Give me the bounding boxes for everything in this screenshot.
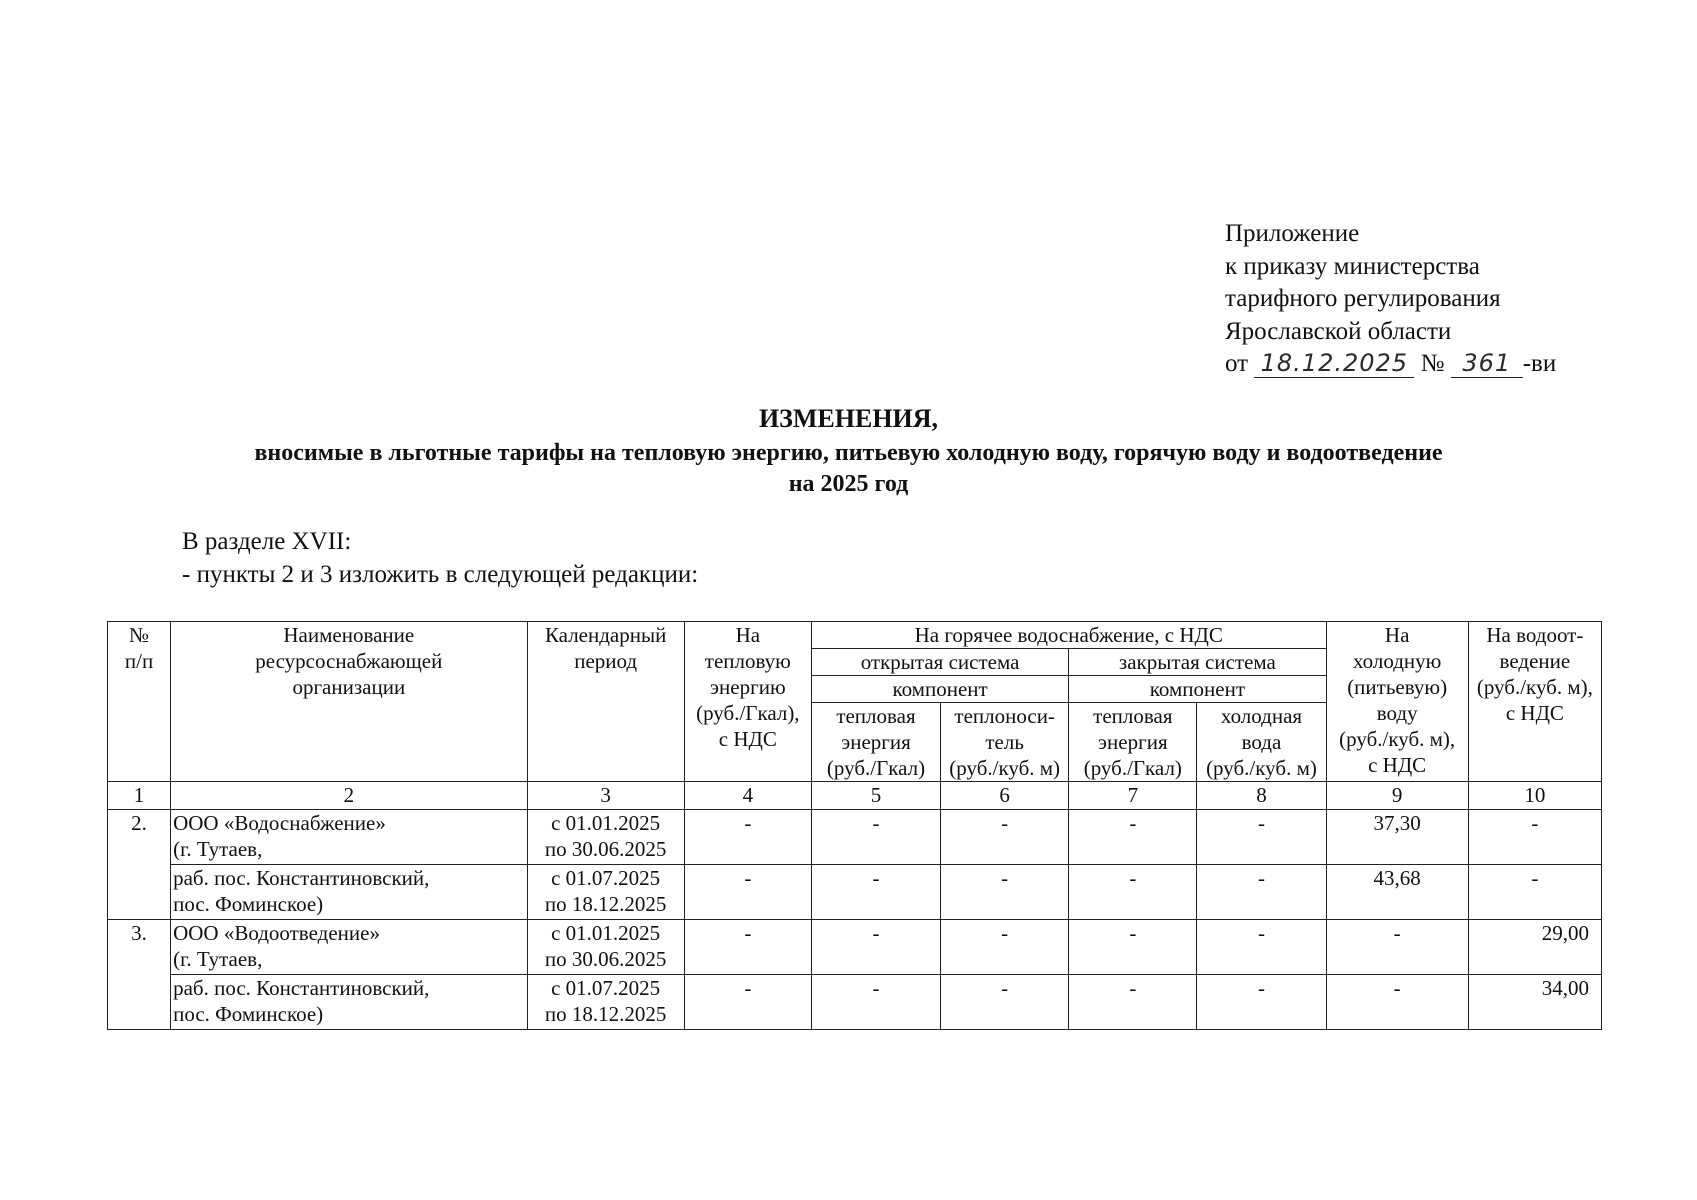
period-cell: с 01.01.2025 по 30.06.2025 bbox=[527, 920, 684, 975]
open-carrier-cell: - bbox=[941, 920, 1069, 975]
header-org: Наименование ресурсоснабжающей организации bbox=[171, 622, 527, 782]
date-prefix: от bbox=[1225, 350, 1249, 377]
handwritten-number: 361 bbox=[1451, 349, 1523, 378]
sewage-cell: 34,00 bbox=[1468, 975, 1601, 1030]
heat-cell: - bbox=[684, 810, 811, 865]
column-number: 7 bbox=[1069, 782, 1197, 810]
open-heat-cell: - bbox=[811, 865, 940, 920]
cold-water-cell: - bbox=[1326, 975, 1468, 1030]
closed-cold-cell: - bbox=[1197, 865, 1326, 920]
period-cell: с 01.07.2025 по 18.12.2025 bbox=[527, 975, 684, 1030]
closed-cold-cell: - bbox=[1197, 920, 1326, 975]
org-name-part-1: ООО «Водоснабжение» (г. Тутаев, bbox=[171, 810, 527, 865]
column-number: 9 bbox=[1326, 782, 1468, 810]
open-carrier-cell: - bbox=[941, 810, 1069, 865]
period-cell: с 01.01.2025 по 30.06.2025 bbox=[527, 810, 684, 865]
appendix-line-1: Приложение bbox=[1225, 220, 1360, 247]
intro-line-1: В разделе XVII: bbox=[182, 528, 352, 555]
appendix-block bbox=[1225, 218, 1556, 381]
org-name-part-1: ООО «Водоотведение» (г. Тутаев, bbox=[171, 920, 527, 975]
closed-heat-cell: - bbox=[1069, 975, 1197, 1030]
appendix-line-2: к приказу министерства bbox=[1225, 252, 1480, 280]
handwritten-date: 18.12.2025 bbox=[1254, 349, 1414, 378]
cold-water-cell: - bbox=[1326, 920, 1468, 975]
document-subtitle bbox=[0, 438, 1697, 500]
appendix-line-3: тарифного регулирования bbox=[1225, 285, 1501, 312]
period-cell: с 01.07.2025 по 18.12.2025 bbox=[527, 865, 684, 920]
column-number: 2 bbox=[171, 782, 527, 810]
header-cold-water: На холодную (питьевую) воду (руб./куб. м), с НДС bbox=[1326, 622, 1468, 782]
appendix-date-line bbox=[1225, 348, 1556, 381]
header-period: Календарный период bbox=[527, 622, 684, 782]
number-sign: № bbox=[1420, 350, 1445, 377]
header-closed-heat: тепловая энергия (руб./Гкал) bbox=[1069, 703, 1197, 782]
sewage-cell: 29,00 bbox=[1468, 920, 1601, 975]
header-open-carrier: теплоноси- тель (руб./куб. м) bbox=[941, 703, 1069, 782]
row-number: 3. bbox=[108, 920, 171, 1030]
open-carrier-cell: - bbox=[941, 865, 1069, 920]
header-sewage: На водоот- ведение (руб./куб. м), с НДС bbox=[1468, 622, 1601, 782]
header-heat: На тепловую энергию (руб./Гкал), с НДС bbox=[684, 622, 811, 782]
header-closed-system: закрытая система bbox=[1069, 649, 1326, 676]
open-carrier-cell: - bbox=[941, 975, 1069, 1030]
org-name-part-2: раб. пос. Константиновский, пос. Фоминское) bbox=[171, 865, 527, 920]
subtitle-line-1: вносимые в льготные тарифы на тепловую энергию, питьевую холодную воду, горячую воду и водоотведение bbox=[254, 440, 1443, 466]
appendix-line-4: Ярославской области bbox=[1225, 317, 1452, 345]
column-number: 10 bbox=[1468, 782, 1601, 810]
header-hot-water: На горячее водоснабжение, с НДС bbox=[811, 622, 1326, 649]
closed-heat-cell: - bbox=[1069, 920, 1197, 975]
number-suffix: -ви bbox=[1522, 350, 1557, 377]
header-row-1 bbox=[108, 622, 1602, 649]
header-num: № п/п bbox=[108, 622, 171, 782]
heat-cell: - bbox=[684, 920, 811, 975]
header-open-heat: тепловая энергия (руб./Гкал) bbox=[811, 703, 940, 782]
header-open-system: открытая система bbox=[811, 649, 1068, 676]
intro-text bbox=[182, 525, 698, 591]
subtitle-line-2: на 2025 год bbox=[788, 471, 909, 497]
closed-heat-cell: - bbox=[1069, 810, 1197, 865]
column-number: 6 bbox=[941, 782, 1069, 810]
intro-line-2: - пункты 2 и 3 изложить в следующей редакции: bbox=[182, 561, 699, 588]
sewage-cell: - bbox=[1468, 810, 1601, 865]
header-component-closed: компонент bbox=[1069, 676, 1326, 703]
table-row bbox=[108, 810, 1602, 865]
cold-water-cell: 37,30 bbox=[1326, 810, 1468, 865]
column-number: 1 bbox=[108, 782, 171, 810]
closed-cold-cell: - bbox=[1197, 810, 1326, 865]
column-number: 3 bbox=[527, 782, 684, 810]
tariff-table bbox=[107, 621, 1602, 1030]
table-row bbox=[108, 920, 1602, 975]
column-number: 8 bbox=[1197, 782, 1326, 810]
open-heat-cell: - bbox=[811, 920, 940, 975]
open-heat-cell: - bbox=[811, 810, 940, 865]
closed-heat-cell: - bbox=[1069, 865, 1197, 920]
column-number-row bbox=[108, 782, 1602, 810]
header-component-open: компонент bbox=[811, 676, 1068, 703]
heat-cell: - bbox=[684, 865, 811, 920]
open-heat-cell: - bbox=[811, 975, 940, 1030]
header-closed-cold: холодная вода (руб./куб. м) bbox=[1197, 703, 1326, 782]
org-name-part-2: раб. пос. Константиновский, пос. Фоминское) bbox=[171, 975, 527, 1030]
cold-water-cell: 43,68 bbox=[1326, 865, 1468, 920]
document-title: ИЗМЕНЕНИЯ, bbox=[758, 404, 939, 433]
column-number: 5 bbox=[811, 782, 940, 810]
row-number: 2. bbox=[108, 810, 171, 920]
column-number: 4 bbox=[684, 782, 811, 810]
table-row bbox=[108, 975, 1602, 1030]
heat-cell: - bbox=[684, 975, 811, 1030]
sewage-cell: - bbox=[1468, 865, 1601, 920]
table-row bbox=[108, 865, 1602, 920]
closed-cold-cell: - bbox=[1197, 975, 1326, 1030]
